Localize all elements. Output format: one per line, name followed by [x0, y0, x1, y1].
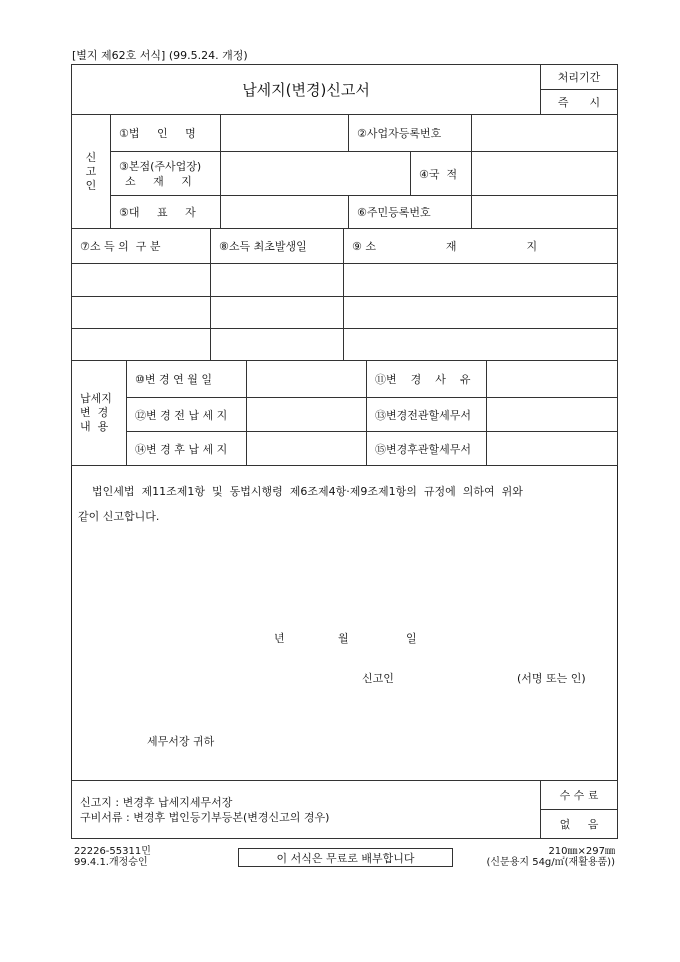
- date-day-label: 일: [406, 632, 417, 645]
- income-cell[interactable]: [343, 328, 618, 361]
- date-year-label: 년: [274, 632, 285, 645]
- after-place-label: ⑭변 경 후 납 세 지: [126, 431, 247, 466]
- resident-reg-field[interactable]: [471, 195, 618, 229]
- form-number: 22226-55311민: [74, 846, 151, 857]
- income-cell[interactable]: [210, 328, 344, 361]
- before-place-label: ⑫변 경 전 납 세 지: [126, 397, 247, 432]
- biz-reg-label: ②사업자등록번호: [348, 114, 472, 152]
- change-date-label: ⑩변 경 연 월 일: [126, 360, 247, 398]
- income-cell[interactable]: [343, 296, 618, 329]
- after-place-field[interactable]: [246, 431, 367, 466]
- after-office-label: ⑮변경후관할세무서: [366, 431, 487, 466]
- fee-label: 수 수 료: [540, 780, 618, 810]
- change-reason-label: ⑪변 경 사 유: [366, 360, 487, 398]
- corp-name-label: ①법 인 명: [110, 114, 221, 152]
- income-header-date: ⑧소득 최초발생일: [210, 228, 344, 264]
- head-office-label-line2: 소 재 지: [125, 174, 192, 188]
- corp-name-field[interactable]: [220, 114, 349, 152]
- paper-type: (신문용지 54g/㎡(재활용품)): [486, 857, 615, 868]
- statement-line2: 같이 신고합니다.: [78, 510, 160, 523]
- applicant-section-label: 신 고 인: [71, 114, 111, 229]
- representative-label: ⑤대 표 자: [110, 195, 221, 229]
- head-office-label-line1: ③본점(주사업장): [119, 159, 202, 173]
- income-cell[interactable]: [71, 328, 211, 361]
- nationality-label: ④국 적: [410, 151, 472, 196]
- nationality-field[interactable]: [471, 151, 618, 196]
- head-office-label: [110, 151, 221, 196]
- income-header-location: ⑨ 소 재 지: [343, 228, 618, 264]
- fee-value: 없 음: [540, 809, 618, 839]
- applicant-sign-label: 신고인: [362, 672, 394, 685]
- statement-line1: 법인세법 제11조제1항 및 동법시행령 제6조제4항·제9조제1항의 규정에 의하여 위와: [92, 485, 523, 498]
- resident-reg-label: ⑥주민등록번호: [348, 195, 472, 229]
- footer-notes: [71, 780, 541, 839]
- approval-date: 99.4.1.개정승인: [74, 857, 148, 868]
- income-cell[interactable]: [210, 296, 344, 329]
- change-section-label: 납세지 변 경 내 용: [71, 360, 127, 466]
- required-documents: 구비서류 : 변경후 법인등기부등본(변경신고의 경우): [80, 810, 330, 824]
- income-cell[interactable]: [343, 263, 618, 297]
- paper-size: 210㎜×297㎜: [548, 846, 615, 857]
- form-title: 납세지(변경)신고서: [71, 64, 541, 115]
- income-header-type: ⑦소 득 의 구 분: [71, 228, 211, 264]
- income-cell[interactable]: [71, 263, 211, 297]
- income-cell[interactable]: [210, 263, 344, 297]
- representative-field[interactable]: [220, 195, 349, 229]
- biz-reg-field[interactable]: [471, 114, 618, 152]
- free-distribution-notice: 이 서식은 무료로 배부합니다: [238, 848, 453, 867]
- form-header: [별지 제62호 서식] (99.5.24. 개정): [72, 49, 248, 62]
- income-cell[interactable]: [71, 296, 211, 329]
- head-office-field[interactable]: [220, 151, 411, 196]
- before-place-field[interactable]: [246, 397, 367, 432]
- date-month-label: 월: [338, 632, 349, 645]
- submit-to: 신고지 : 변경후 납세지세무서장: [80, 795, 233, 809]
- change-date-field[interactable]: [246, 360, 367, 398]
- before-office-field[interactable]: [486, 397, 618, 432]
- processing-period-value: 즉 시: [540, 89, 618, 115]
- change-reason-field[interactable]: [486, 360, 618, 398]
- addressee: 세무서장 귀하: [147, 735, 215, 748]
- before-office-label: ⑬변경전관할세무서: [366, 397, 487, 432]
- after-office-field[interactable]: [486, 431, 618, 466]
- signature-label: (서명 또는 인): [517, 672, 586, 685]
- processing-period-label: 처리기간: [540, 64, 618, 90]
